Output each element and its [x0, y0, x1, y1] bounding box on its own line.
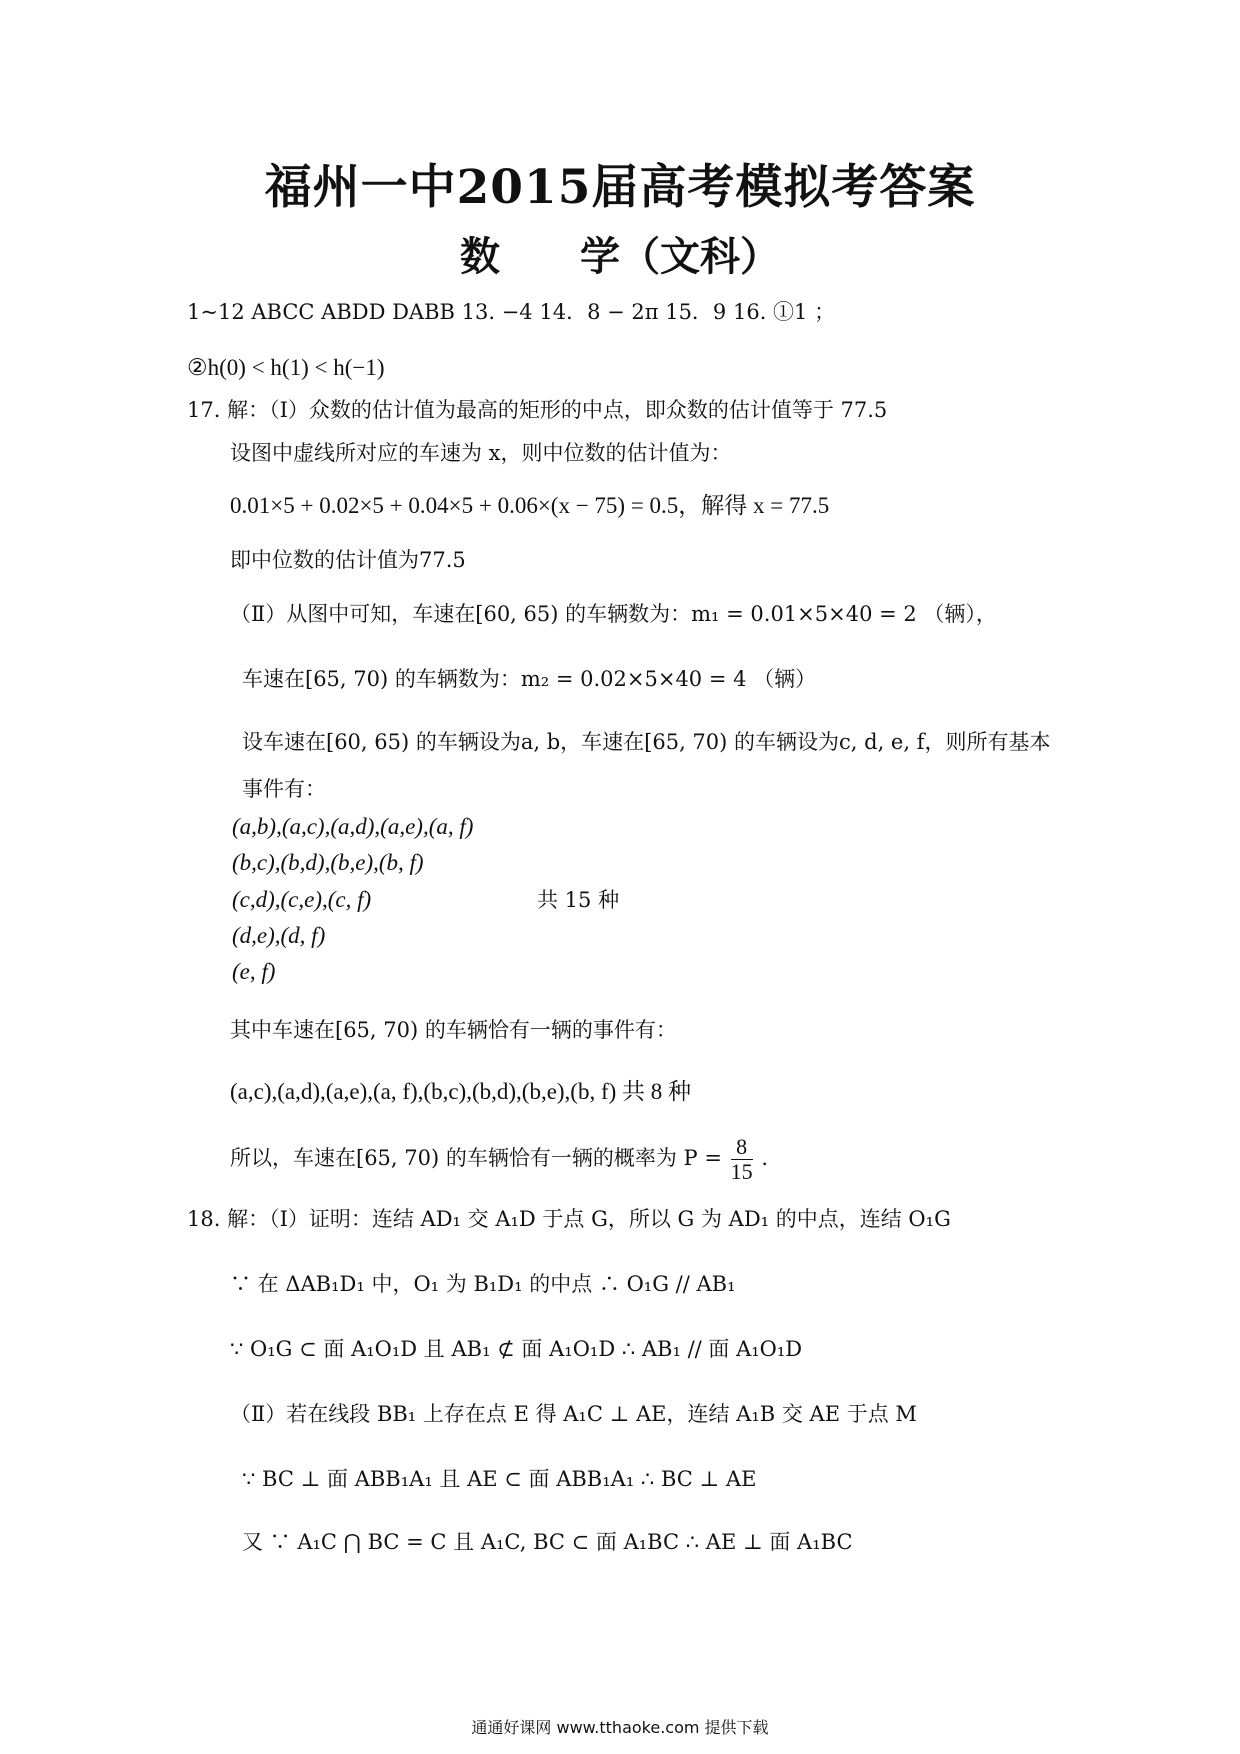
q17-line-3: 0.01×5 + 0.02×5 + 0.04×5 + 0.06×(x − 75) = 0.5，解得 x = 77.5 — [230, 493, 830, 518]
answers-line-1: 1~12 ABCC ABDD DABB 13. −4 14．8 − 2π 15．9 16. ①1 ； — [187, 300, 836, 324]
q18-line-5: ∵ BC ⊥ 面 ABB₁A₁ 且 AE ⊂ 面 ABB₁A₁ ∴ BC ⊥ AE — [242, 1467, 757, 1491]
event-row-5: (e, f) — [232, 959, 276, 984]
probability-line — [230, 1130, 768, 1186]
q18-line-6: 又 ∵ A₁C ⋂ BC = C 且 A₁C, BC ⊂ 面 A₁BC ∴ AE ⊥ 面 A₁BC — [242, 1530, 853, 1554]
q18-line-1: 18. 解：（Ⅰ）证明：连结 AD₁ 交 A₁D 于点 G，所以 G 为 AD₁ 的中点，连结 O₁G — [187, 1207, 951, 1231]
event-row-3: (c,d),(c,e),(c, f) — [232, 887, 372, 912]
q18-line-2: ∵ 在 ΔAB₁D₁ 中，O₁ 为 B₁D₁ 的中点 ∴ O₁G // AB₁ — [230, 1272, 736, 1296]
q17-line-1: 17. 解：（Ⅰ）众数的估计值为最高的矩形的中点，即众数的估计值等于 77.5 — [187, 398, 888, 422]
probability-text: 所以，车速在[65, 70) 的车辆恰有一辆的概率为 P = — [230, 1146, 722, 1170]
event-row-4: (d,e),(d, f) — [232, 923, 326, 948]
q17-line-2: 设图中虚线所对应的车速为 x，则中位数的估计值为： — [230, 441, 732, 465]
document-subtitle: 数 学（文科） — [460, 233, 780, 280]
q17-line-4: 即中位数的估计值为77.5 — [230, 548, 466, 572]
fraction-denominator: 15 — [730, 1159, 753, 1184]
q17-line-8: 事件有： — [242, 777, 326, 801]
q17-line-9: 其中车速在[65, 70) 的车辆恰有一辆的事件有： — [230, 1018, 677, 1042]
event-row-2: (b,c),(b,d),(b,e),(b, f) — [232, 850, 424, 875]
document-title: 福州一中2015届高考模拟考答案 — [264, 160, 976, 215]
q17-line-10: (a,c),(a,d),(a,e),(a, f),(b,c),(b,d),(b,e),(b, f) 共 8 种 — [230, 1079, 692, 1104]
fraction-numerator: 8 — [731, 1135, 753, 1160]
footer-source: 通通好课网 www.tthaoke.com 提供下载 — [471, 1718, 769, 1737]
event-total: 共 15 种 — [537, 888, 620, 912]
probability-fraction — [731, 1135, 753, 1184]
probability-period: . — [761, 1146, 768, 1170]
q18-line-3: ∵ O₁G ⊂ 面 A₁O₁D 且 AB₁ ⊄ 面 A₁O₁D ∴ AB₁ // 面 A₁O₁D — [230, 1337, 803, 1361]
q17-line-6: 车速在[65, 70) 的车辆数为：m₂ = 0.02×5×40 = 4 （辆） — [242, 667, 817, 691]
event-row-1: (a,b),(a,c),(a,d),(a,e),(a, f) — [232, 814, 474, 839]
answers-line-2: ②h(0) < h(1) < h(−1) — [187, 355, 385, 380]
q18-line-4: （Ⅱ）若在线段 BB₁ 上存在点 E 得 A₁C ⊥ AE，连结 A₁B 交 AE 于点 M — [230, 1402, 917, 1426]
q17-line-5: （Ⅱ）从图中可知，车速在[60, 65) 的车辆数为：m₁ = 0.01×5×40 = 2 （辆）， — [230, 602, 997, 626]
q17-line-7: 设车速在[60, 65) 的车辆设为a, b，车速在[65, 70) 的车辆设为c, d, e, f，则所有基本 — [242, 730, 1051, 754]
